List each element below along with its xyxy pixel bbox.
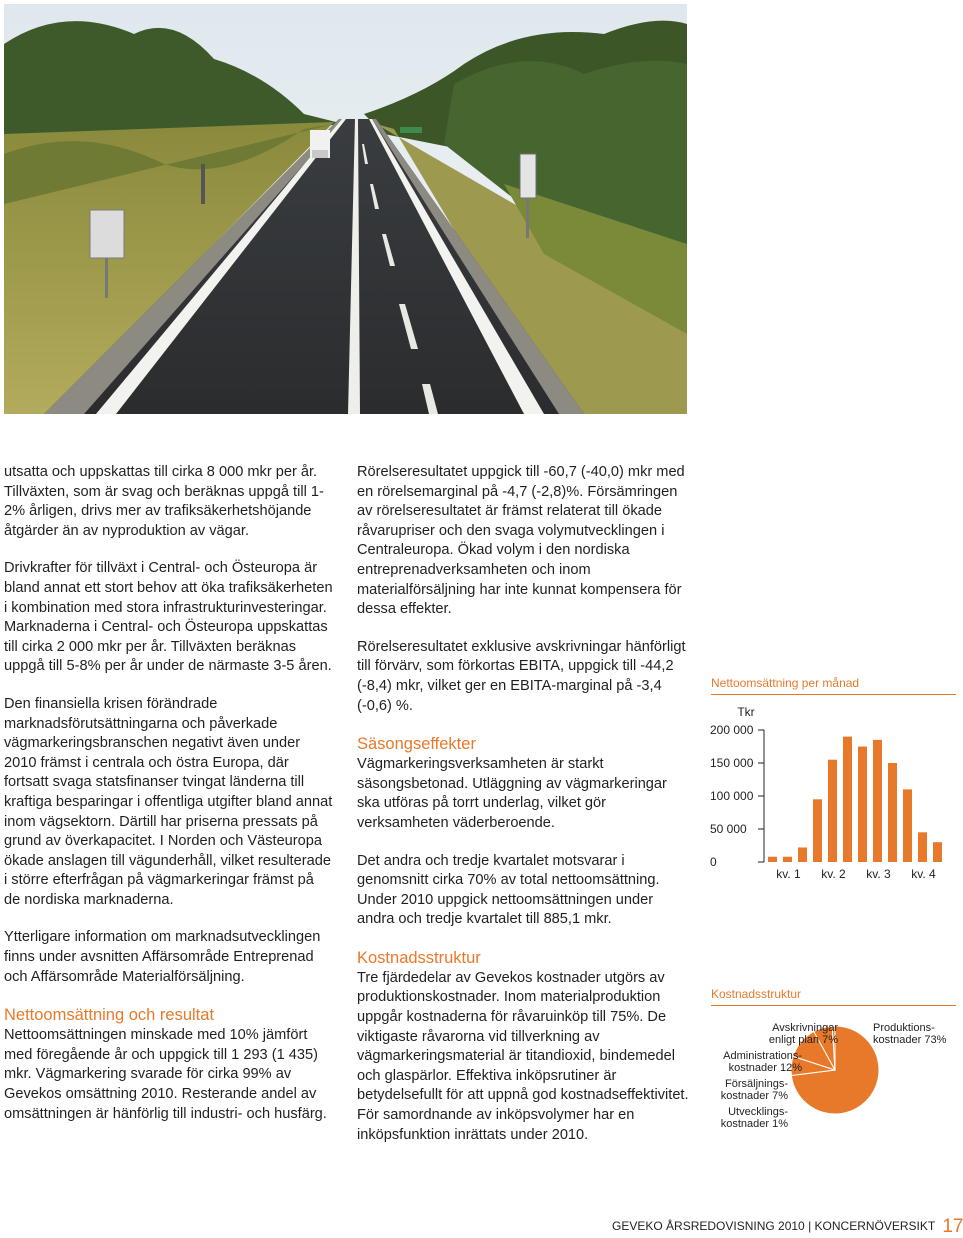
paragraph: Rörelseresultatet exklusive avskrivningar hänförligt till förvärv, som förkortas EBITA, uppgick till -44,2 (-8,4) mkr, vilket ger en EBITA-marginal på -3,4 (-0,6) %. — [357, 638, 686, 714]
bar — [873, 740, 882, 862]
bar — [843, 737, 852, 862]
bar — [783, 857, 792, 862]
heading-nettoomsattning: Nettoomsättning och resultat — [4, 1006, 215, 1025]
footer-text: GEVEKO ÅRSREDOVISNING 2010 | KONCERNÖVERSIKT — [612, 1219, 935, 1233]
paragraph: Drivkrafter för tillväxt i Central- och Östeuropa är bland annat ett stort behov att öka trafiksäkerheten i kombination med stora infrastrukturinvesteringar. Marknaderna i Central- och Östeuropa uppskattas till cirka 2 000 mkr per år. Tillväxten beräknas uppgå till 5-8% per år under de närmaste 3-5 åren. — [4, 560, 333, 675]
bar-chart — [706, 700, 960, 890]
bar — [933, 842, 942, 862]
paragraph: utsatta och uppskattas till cirka 8 000 mkr per år. Tillväxten, som är svag och beräknas uppgå till 1-2% årligen, drivs mer av trafiksäkerhetshöjande åtgärder än av nyproduktion av vägar. — [4, 464, 324, 539]
bar — [768, 857, 777, 862]
bar — [813, 799, 822, 862]
x-tick-label: kv. 1 — [776, 867, 801, 881]
x-tick-label: kv. 2 — [821, 867, 846, 881]
heading-kostnadsstruktur: Kostnadsstruktur — [357, 948, 481, 967]
pie-label-utveckling: Utvecklings- kostnader 1% — [720, 1106, 788, 1130]
bar — [828, 760, 837, 862]
paragraph: Nettoomsättningen minskade med 10% jämfört med föregående år och uppgick till 1 293 (1 435) mkr. Vägmarkering svarade för cirka 99% av Gevekos omsättning 2010. Resterande andel av omsättningen är hänförlig till industri- och husfärg. — [4, 1027, 327, 1122]
x-tick-label: kv. 3 — [866, 867, 891, 881]
pie-label-forsaljning: Försäljnings- kostnader 7% — [720, 1078, 788, 1102]
bar — [903, 789, 912, 862]
pie-label-produktion: Produktions- kostnader 73% — [873, 1022, 947, 1046]
page-footer — [612, 1216, 963, 1238]
paragraph: Tre fjärdedelar av Gevekos kostnader utgörs av produktionskostnader. Inom materialproduktion uppgår kostnaderna för råvaruinköp till 75%. De viktigaste råvarorna vid tillverkning av vägmarkeringsmaterial är titandioxid, bindemedel och glaspärlor. Effektiva inköpsrutiner är betydelsefullt för att uppnå god kostnadseffektivitet. För samordnande av inköpsvolymer har en inköpsfunktion inrättats under 2010. — [357, 969, 689, 1143]
bar — [918, 832, 927, 862]
paragraph: Det andra och tredje kvartalet motsvarar i genomsnitt cirka 70% av total nettoomsättning. Under 2010 uppgick nettoomsättningen under andra och tredje kvartalet till 885,1 mkr. — [357, 852, 660, 928]
y-tick-label: 50 000 — [710, 822, 747, 836]
bar — [888, 763, 897, 862]
x-tick-label: kv. 4 — [911, 867, 936, 881]
text-column-2 — [357, 463, 692, 1163]
y-axis-unit: Tkr — [737, 705, 755, 719]
paragraph: Den finansiella krisen förändrade marknadsförutsättningarna och påverkade vägmarkeringsbranschen negativt även under 2010 främst i centrala och östra Europa, där fortsatt svaga statsfinanser tvingat länderna till kraftiga besparingar i offentliga utgifter bland annat inom vägsektorn. Därtill har priserna pressats på grund av överkapacitet. I Norden och Västeuropa ökade anslagen till vägunderhåll, vilket resulterade i större efterfrågan på vägmarkeringar främst på de nordiska marknaderna. — [4, 695, 333, 908]
paragraph: Rörelseresultatet uppgick till -60,7 (-40,0) mkr med en rörelsemarginal på -4,7 (-2,8)%. Försämringen av rörelseresultatet är främst relaterat till ökade råvarupriser och den svaga volymutvecklingen i Centraleuropa. Ökad volym i den nordiska entreprenadverksamheten och inom materialförsäljning har inte kunnat kompensera för dessa effekter. — [357, 464, 685, 618]
y-tick-label: 100 000 — [710, 789, 754, 803]
bar — [858, 747, 867, 863]
chart-title-rule — [711, 694, 956, 695]
text-column-1 — [4, 463, 334, 1142]
page-number: 17 — [942, 1216, 963, 1237]
road-photo — [4, 4, 687, 414]
pie-chart-title: Kostnadsstruktur — [711, 987, 802, 1001]
pie-label-administration: Administrations- kostnader 12% — [723, 1050, 802, 1074]
bar-chart-title: Nettoomsättning per månad — [711, 676, 860, 690]
pie-label-avskrivningar: Avskrivningar enligt plan 7% — [768, 1022, 838, 1046]
paragraph: Ytterligare information om marknadsutvecklingen finns under avsnitten Affärsområde Entreprenad och Affärsområde Materialförsäljning. — [4, 929, 321, 985]
paragraph: Vägmarkeringsverksamheten är starkt säsongsbetonad. Utläggning av vägmarkeringar ska utföras på torrt underlag, vilket gör verksamheten väderberoende. — [357, 756, 667, 831]
y-tick-label: 0 — [710, 855, 717, 869]
heading-sasongseffekter: Säsongseffekter — [357, 735, 476, 754]
bar — [798, 847, 807, 862]
chart-title-rule — [711, 1005, 956, 1006]
y-tick-label: 200 000 — [710, 723, 754, 737]
y-tick-label: 150 000 — [710, 756, 754, 770]
